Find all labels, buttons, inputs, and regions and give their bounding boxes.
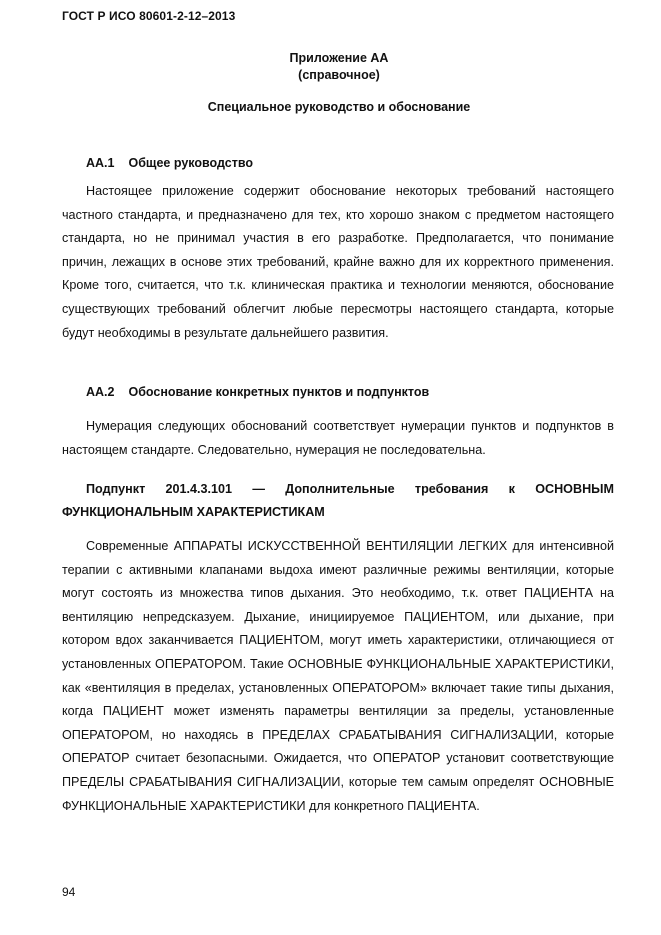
section-aa1-title: Общее руководство [128, 156, 253, 170]
appendix-title: Приложение АА [289, 51, 389, 65]
document-header: ГОСТ Р ИСО 80601-2-12–2013 [62, 9, 236, 23]
section-aa2-paragraph: Нумерация следующих обоснований соответствует нумерации пунктов и подпунктов в настоящем стандарте. Следовательно, нумерация не последовательна. [62, 419, 614, 457]
subclause-201-paragraph: Современные АППАРАТЫ ИСКУССТВЕННОЙ ВЕНТИЛЯЦИИ ЛЕГКИХ для интенсивной терапии с активными клапанами выдоха имеют различные режимы вентиляции, которые могут состоять из множества типов дыхания. Это необходимо, т.к. ответ ПАЦИЕНТА на вентиляцию непредсказуем. Дыхание, инициируемое ПАЦИЕНТОМ, или дыхание, при котором вдох заканчивается ПАЦИЕНТОМ, могут иметь характеристики, отличающиеся от установленных ОПЕРАТОРОМ. Такие ОСНОВНЫЕ ФУНКЦИОНАЛЬНЫЕ ХАРАКТЕРИСТИКИ, как «вентиляция в пределах, установленных ОПЕРАТОРОМ» включает такие типы дыхания, когда ПАЦИЕНТ может изменять параметры вентиляции за пределы, установленные ОПЕРАТОРОМ, но находясь в ПРЕДЕЛАХ СРАБАТЫВАНИЯ СИГНАЛИЗАЦИИ, которые ОПЕРАТОР считает безопасными. Ожидается, что ОПЕРАТОР установит соответствующие ПРЕДЕЛЫ СРАБАТЫВАНИЯ СИГНАЛИЗАЦИИ, которые тем самым определят ОСНОВНЫЕ ФУНКЦИОНАЛЬНЫЕ ХАРАКТЕРИСТИКИ для конкретного ПАЦИЕНТА. [62, 539, 614, 813]
section-aa1-heading [86, 156, 253, 170]
subclause-201-heading: Подпункт 201.4.3.101 — Дополнительные требования к ОСНОВНЫМ ФУНКЦИОНАЛЬНЫМ ХАРАКТЕРИСТИКАМ [62, 482, 614, 519]
section-aa2-heading [86, 385, 429, 399]
section-aa1-paragraph: Настоящее приложение содержит обоснование некоторых требований настоящего частного стандарта, и предназначено для тех, кто хорошо знаком с предметом настоящего стандарта, но не принимал участия в его разработке. Предполагается, что понимание причин, лежащих в основе этих требований, крайне важно для их корректного применения. Кроме того, считается, что т.к. клиническая практика и технологии меняются, обоснование существующих требований облегчит любые пересмотры настоящего стандарта, которые будут необходимы в результате дальнейшего развития. [62, 184, 614, 340]
appendix-subtitle: (справочное) [298, 68, 380, 82]
appendix-heading: Специальное руководство и обоснование [207, 100, 471, 114]
page-number: 94 [62, 885, 76, 899]
section-aa1-number: АА.1 [86, 156, 115, 170]
section-aa2-title: Обоснование конкретных пунктов и подпунктов [128, 385, 430, 399]
section-aa2-number: АА.2 [86, 385, 115, 399]
